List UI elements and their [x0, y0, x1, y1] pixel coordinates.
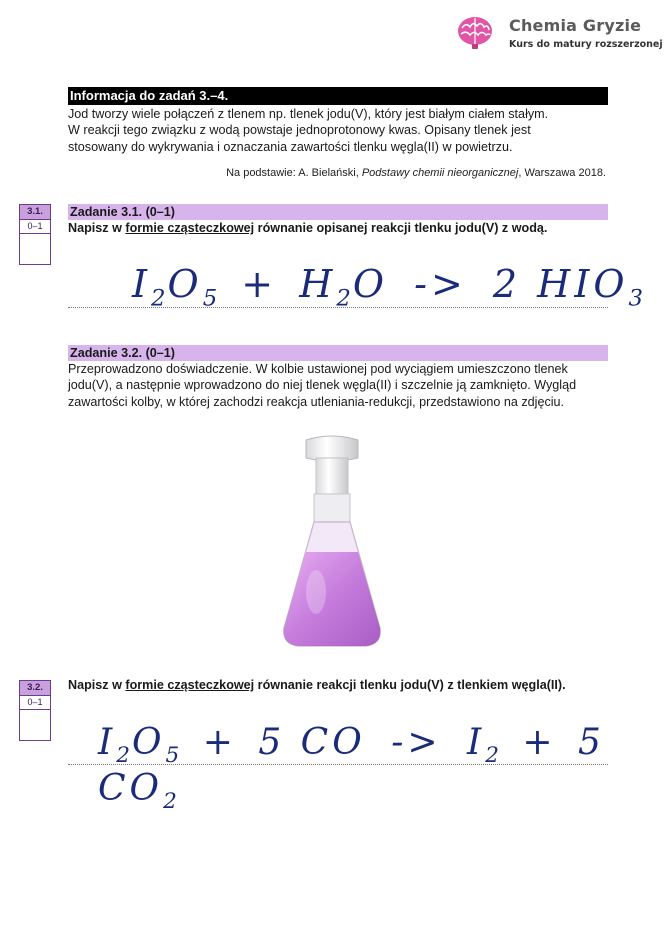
- task-instruction: Napisz w formie cząsteczkowej równanie reakcji tlenku jodu(V) z tlenkiem węgla(II).: [68, 678, 566, 692]
- task-number-box: [19, 680, 51, 741]
- task-title: Zadanie 3.1. (0–1): [68, 204, 608, 220]
- task-instruction: Napisz w formie cząsteczkowej równanie opisanej reakcji tlenku jodu(V) z wodą.: [68, 221, 548, 235]
- source-title: Podstawy chemii nieorganicznej: [361, 167, 519, 179]
- instruction-emphasis: formie cząsteczkowej: [125, 221, 255, 235]
- instruction-emphasis: formie cząsteczkowej: [125, 678, 255, 692]
- task-points: 0–1: [20, 219, 50, 234]
- info-header: Informacja do zadań 3.–4.: [68, 87, 608, 105]
- task-number-box: [19, 204, 51, 265]
- info-line: stosowany do wykrywania i oznaczania zawartości tlenku węgla(II) w powietrzu.: [68, 139, 513, 154]
- info-text: [68, 106, 608, 155]
- flask-photo: [276, 432, 388, 654]
- brand-tagline: Kurs do matury rozszerzonej: [509, 39, 663, 50]
- answer-line: [68, 307, 608, 308]
- score-box[interactable]: [20, 710, 50, 740]
- task-number: 3.1.: [20, 205, 50, 219]
- info-line: Jod tworzy wiele połączeń z tlenem np. tlenek jodu(V), który jest białym ciałem stałym.: [68, 107, 549, 121]
- task-title: Zadanie 3.2. (0–1): [68, 345, 608, 361]
- answer-3-1: $I_2O_5 + H_2O -> 2$ $HIO_3$: [132, 262, 645, 312]
- task-points: 0–1: [20, 695, 50, 710]
- description-line: zawartości kolby, w której zachodzi reakcja utleniania-redukcji, przedstawiono na zdjęciu.: [68, 394, 565, 409]
- brain-icon: [456, 14, 494, 50]
- answer-3-2: $I_2O_5 + 5$ CO -> $I_2 + 5$ $CO_2$: [98, 722, 605, 815]
- info-line: W reakcji tego związku z wodą powstaje jednoprotonowy kwas. Opisany tlenek jest: [68, 123, 531, 138]
- task-description: [68, 361, 608, 410]
- source-citation: Na podstawie: A. Bielański, Podstawy chemii nieorganicznej, Warszawa 2018.: [226, 167, 606, 179]
- description-line: jodu(V), a następnie wprowadzono do niej tlenek węgla(II) i szczelnie ją zamknięto. Wygląd: [68, 378, 577, 393]
- brand-name: Chemia Gryzie: [509, 16, 642, 35]
- description-line: Przeprowadzono doświadczenie. W kolbie ustawionej pod wyciągiem umieszczono tlenek: [68, 362, 568, 376]
- answer-line: [68, 764, 608, 765]
- task-number: 3.2.: [20, 681, 50, 695]
- score-box[interactable]: [20, 234, 50, 264]
